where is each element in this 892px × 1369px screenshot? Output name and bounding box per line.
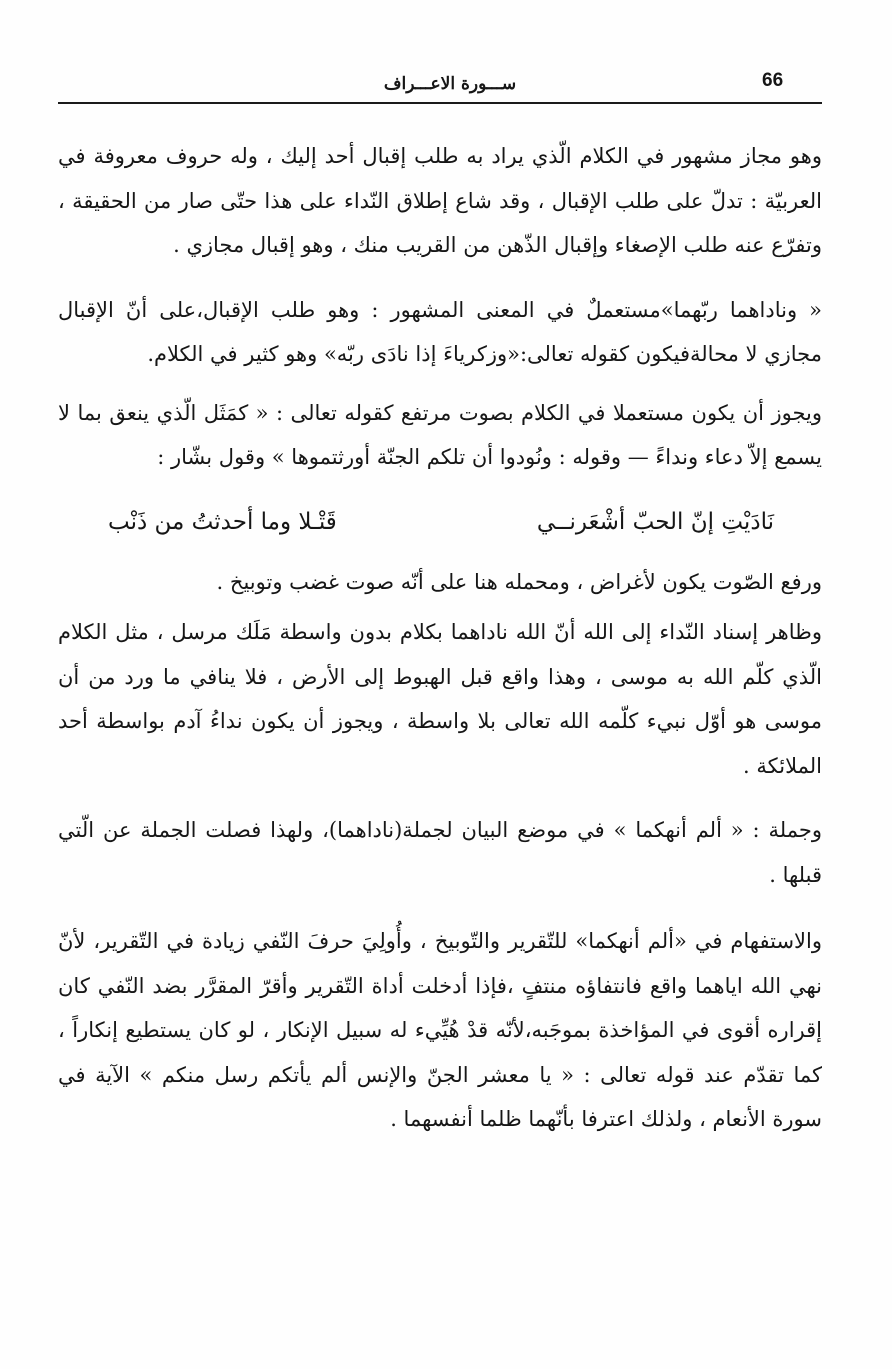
running-title: ســـورة الاعـــراف xyxy=(383,74,517,94)
header-rule xyxy=(58,102,822,104)
paragraph-1: وهو مجاز مشهور في الكلام الّذي يراد به طلب إقبال أحد إليك ، وله حروف معروفة في العربيّة : تدلّ على طلب الإقبال ، وقد شاع إطلاق النّداء على هذا حتّى صار من الحقيقة ، وتفرّع عنه طلب الإصغاء وإقبال الذّهن من القريب منك ، وهو إقبال مجازي . xyxy=(58,144,822,257)
paragraph-6: وجملة : « ألم أنهكما » في موضع البيان لجملة(ناداهما)، ولهذا فصلت الجملة عن الّتي قبلها . xyxy=(58,818,822,887)
poetry-verse xyxy=(58,500,822,544)
paragraph-5: وظاهر إسناد النّداء إلى الله أنّ الله ناداهما بكلام بدون واسطة مَلَك مرسل ، مثل الكلام الّذي كلّم الله به موسى ، وهذا واقع قبل الهبوط إلى الأرض ، فلا ينافي ما ورد من أن موسى هو أوّل نبيء كلّمه الله تعالى بلا واسطة ، ويجوز أن يكون نداءُ آدم بواسطة أحد الملائكة . xyxy=(58,620,822,778)
paragraph-4: ورفع الصّوت يكون لأغراض ، ومحمله هنا على أنّه صوت غضب وتوبيخ . xyxy=(216,569,822,594)
verse-second-hemistich: قَتْـلا وما أحدثتُ من ذَنْب xyxy=(108,508,337,535)
paragraph-3: ويجوز أن يكون مستعملا في الكلام بصوت مرتفع كقوله تعالى : « كمَثَل الّذي ينعق بما لا يسمع إلاّ دعاء ونداءً — وقوله : ونُودوا أن تلكم الجنّة أورثتموها » وقول بشّار : xyxy=(58,400,822,469)
verse-first-hemistich: نَادَيْتِ إنّ الحبّ أشْعَرنــي xyxy=(536,508,774,535)
body-text xyxy=(58,134,822,1142)
paragraph-2: « وناداهما ربّهما»مستعملٌ في المعنى المشهور : وهو طلب الإقبال،على أنّ الإقبال مجازي لا محالةفيكون كقوله تعالى:«وزكرياءَ إذا نادَى ربّه» وهو كثير في الكلام. xyxy=(58,297,822,366)
paragraph-7: والاستفهام في «ألم أنهكما» للتّقرير والتّوبيخ ، وأُولِيَ حرفَ النّفي زيادة في التّقرير، لأنّ نهي الله اياهما واقع فانتفاؤه منتفٍ ،فإذا أدخلت أداة التّقرير وأقرّ المقرَّر بضد النّفي كان إقراره أقوى في المؤاخذة بموجَبه،لأنّه قدْ هُيِّيء له سبيل الإنكار ، لو كان يستطيع إنكاراً ، كما تقدّم عند قوله تعالى : « يا معشر الجنّ والإنس ألم يأتكم رسل منكم » الآية في سورة الأنعام ، ولذلك اعترفا بأنّهما ظلما أنفسهما . xyxy=(58,929,822,1131)
page-number: 66 xyxy=(762,70,784,91)
